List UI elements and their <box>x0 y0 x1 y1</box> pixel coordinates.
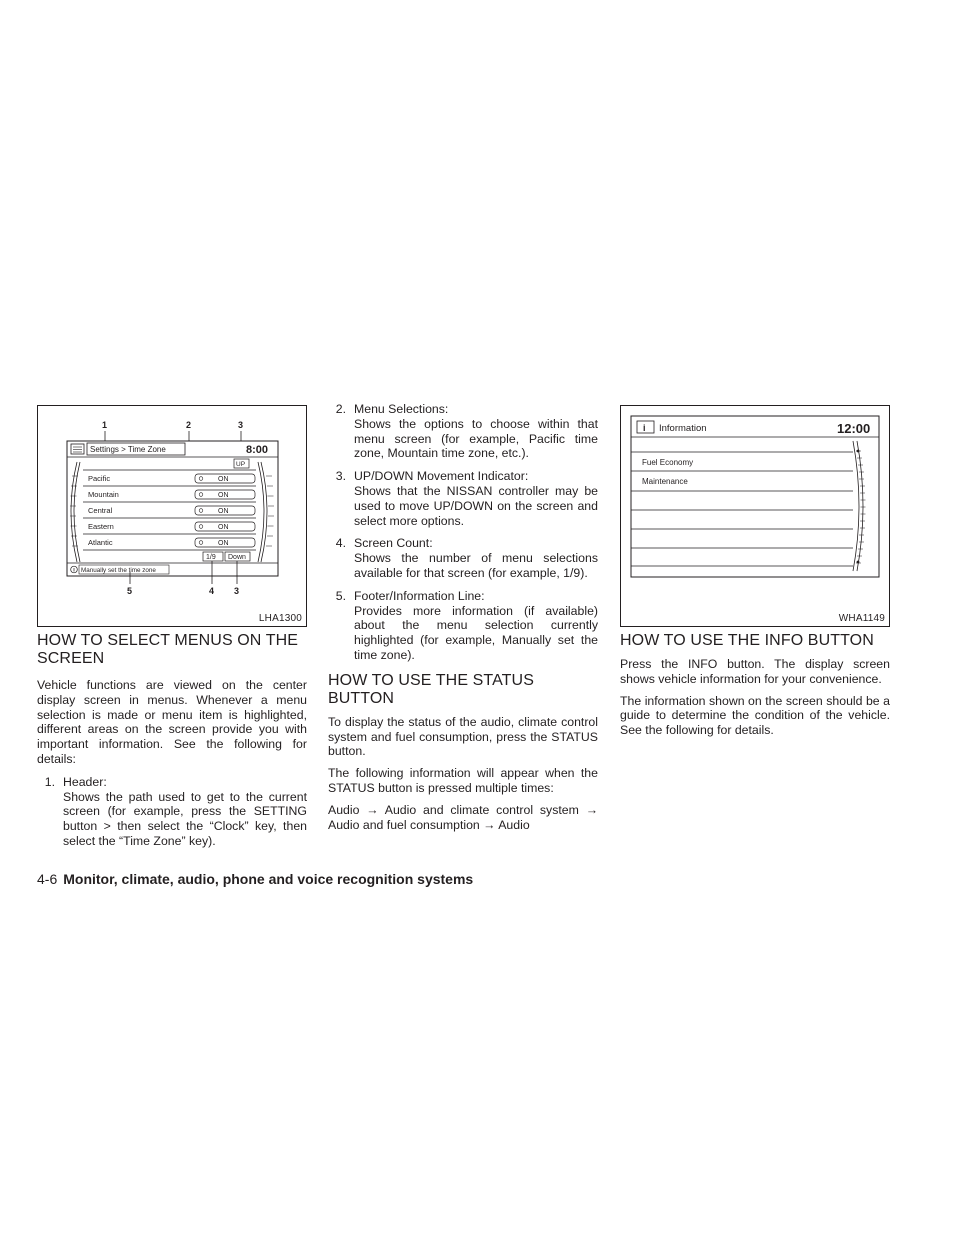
menu-row-label: Atlantic <box>88 538 113 547</box>
callout-2: 2 <box>186 420 192 430</box>
callout-4: 4 <box>209 586 215 596</box>
list-body: Shows the number of menu selections available for that screen (for example, 1/9). <box>354 551 598 580</box>
menu-row-label: Maintenance <box>642 477 688 486</box>
menu-row-label: Pacific <box>88 474 111 483</box>
list-body: Shows the path used to get to the current screen (for example, press the SETTING button > then select the “Clock” key, then select the “Time Zone” key). <box>63 789 307 848</box>
list-item-updown-indicator <box>328 469 598 528</box>
figure-code: WHA1149 <box>838 613 885 624</box>
list-number: 4. <box>335 536 346 551</box>
section-heading-select-menus: HOW TO SELECT MENUS ON THE SCREEN <box>37 632 299 667</box>
clock-time: 12:00 <box>837 421 871 436</box>
menu-row-label: Fuel Economy <box>642 458 694 467</box>
toggle-value: ON <box>218 540 229 547</box>
list-item-footer-line <box>328 589 598 663</box>
callout-1: 1 <box>102 420 108 430</box>
up-indicator: UP <box>236 461 246 468</box>
toggle-value: ON <box>218 508 229 515</box>
section-heading-info-button: HOW TO USE THE INFO BUTTON <box>620 632 874 649</box>
menu-row-label: Mountain <box>88 490 119 499</box>
list-number: 3. <box>335 469 346 484</box>
section-heading-status-button: HOW TO USE THE STATUS BUTTON <box>328 671 534 707</box>
callout-3-top: 3 <box>238 420 244 430</box>
list-body: Shows that the NISSAN controller may be used to move UP/DOWN on the screen and select more options. <box>354 483 598 528</box>
list-title: UP/DOWN Movement Indicator: <box>354 469 529 484</box>
callout-5: 5 <box>127 586 133 596</box>
list-title: Footer/Information Line: <box>354 588 485 603</box>
figure-settings-screen <box>37 405 307 627</box>
list-number: 2. <box>335 402 346 416</box>
screen-title: Information <box>659 423 707 434</box>
settings-screen-illustration <box>38 406 306 626</box>
paragraph: Audio → Audio and climate control system → Audio and fuel consumption → Audio <box>328 802 598 832</box>
header-path: Settings > Time Zone <box>90 445 166 454</box>
callout-3-bottom: 3 <box>234 586 240 596</box>
figure-information-screen <box>620 405 890 627</box>
list-title: Header: <box>63 774 107 789</box>
list-title: Menu Selections: <box>354 402 449 416</box>
page-number: 4-6 <box>37 871 58 887</box>
paragraph: The information shown on the screen should be a guide to determine the condition of the vehicle. See the following for details. <box>620 693 890 738</box>
toggle-value: ON <box>218 476 229 483</box>
menu-row-label: Eastern <box>88 522 114 531</box>
footer-info-line: Manually set the time zone <box>81 567 156 574</box>
list-body: Shows the options to choose within that menu screen (for example, Pacific time zone, Mountain time zone, etc.). <box>354 416 598 461</box>
paragraph: Press the INFO button. The display screen shows vehicle information for your convenience. <box>620 657 890 686</box>
list-number: 5. <box>335 588 346 603</box>
menu-row-label: Central <box>88 506 113 515</box>
list-title: Screen Count: <box>354 536 433 551</box>
figure-code: LHA1300 <box>258 613 302 624</box>
column-3 <box>620 632 890 738</box>
down-indicator: Down <box>228 554 246 561</box>
chapter-title: Monitor, climate, audio, phone and voice recognition systems <box>63 871 474 887</box>
list-body: Provides more information (if available) about the menu selection currently highlighted (for example, Manually set the time zone). <box>354 603 598 662</box>
list-item-header <box>37 775 307 849</box>
page-footer <box>37 871 917 887</box>
toggle-value: ON <box>218 524 229 531</box>
screen-count: 1/9 <box>206 554 216 561</box>
paragraph: To display the status of the audio, climate control system and fuel consumption, press the STATUS button. <box>328 714 598 759</box>
paragraph: The following information will appear when the STATUS button is pressed multiple times: <box>328 766 598 795</box>
toggle-value: ON <box>218 492 229 499</box>
list-item-menu-selections <box>328 402 598 461</box>
paragraph: Vehicle functions are viewed on the center display screen in menus. Whenever a menu selection is made or menu item is highlighted, different areas on the screen provide you with important information. See the following for details: <box>37 678 307 766</box>
column-2 <box>328 402 598 832</box>
list-number: 1. <box>44 774 55 789</box>
svg-text:i: i <box>643 423 646 433</box>
list-item-screen-count <box>328 536 598 580</box>
information-screen-illustration <box>621 406 889 626</box>
column-1 <box>37 632 307 849</box>
clock-time: 8:00 <box>246 444 269 456</box>
